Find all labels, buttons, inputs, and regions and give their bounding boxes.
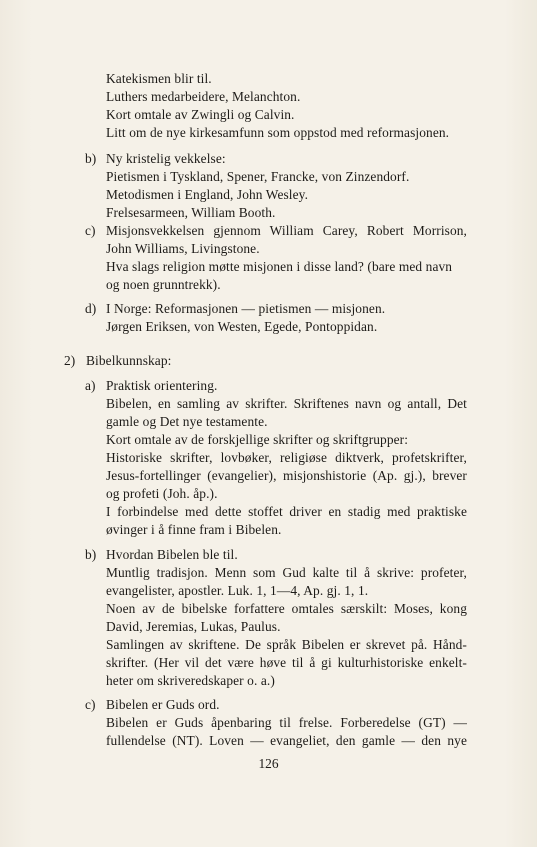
item-marker-a: a) — [85, 378, 96, 393]
text-line: Samlingen av skriftene. De språk Bibelen er skrevet på. Hånd- — [106, 637, 467, 652]
item-marker-c: c) — [85, 223, 96, 238]
text-line: Katekismen blir til. — [106, 71, 212, 86]
text-line: Frelsesarmeen, William Booth. — [106, 205, 276, 220]
item-marker-d: d) — [85, 301, 97, 316]
item-heading: Misjonsvekkelsen gjennom William Carey, Robert Morrison, — [106, 223, 467, 238]
text-line: Jørgen Eriksen, von Westen, Egede, Pontoppidan. — [106, 319, 378, 334]
text-line: Historiske skrifter, lovbøker, religiøse diktverk, profetskrifter, — [106, 450, 467, 465]
text-line: David, Jeremias, Lukas, Paulus. — [106, 619, 281, 634]
text-line: Noen av de bibelske forfattere omtales særskilt: Moses, kong — [106, 601, 467, 616]
text-line: Luthers medarbeidere, Melanchton. — [106, 89, 301, 104]
text-line: og profeti (Joh. åp.). — [106, 486, 218, 501]
section-marker-2: 2) — [64, 353, 76, 368]
text-line: Litt om de nye kirkesamfunn som oppstod med reformasjonen. — [106, 125, 450, 140]
text-line: skrifter. (Her vil det være høve til å gi kulturhistoriske enkelt- — [106, 655, 467, 670]
text-line: fullendelse (NT). Loven — evangeliet, den gamle — den nye — [106, 733, 467, 748]
item-heading: Praktisk orientering. — [106, 378, 218, 393]
text-line: øvinger i å finne fram i Bibelen. — [106, 522, 282, 537]
text-line: Hva slags religion møtte misjonen i disse land? (bare med navn — [106, 259, 453, 274]
text-line: Kort omtale av Zwingli og Calvin. — [106, 107, 295, 122]
item-marker-b: b) — [85, 151, 97, 166]
text-line: Muntlig tradisjon. Menn som Gud kalte til å skrive: profeter, — [106, 565, 467, 580]
item-heading: Bibelen er Guds ord. — [106, 697, 220, 712]
text-line: Bibelen er Guds åpenbaring til frelse. Forberedelse (GT) — — [106, 715, 467, 730]
item-marker-c: c) — [85, 697, 96, 712]
text-line: Pietismen i Tyskland, Spener, Francke, von Zinzendorf. — [106, 169, 410, 184]
text-line: Metodismen i England, John Wesley. — [106, 187, 309, 202]
text-line: heter om skriveredskaper o. a.) — [106, 673, 275, 688]
text-line: gamle og Det nye testamente. — [106, 414, 268, 429]
text-line: evangelister, apostler. Luk. 1, 1—4, Ap. gj. 1, 1. — [106, 583, 369, 598]
page-number: 126 — [258, 756, 279, 771]
item-marker-b: b) — [85, 547, 97, 562]
text-line: og noen grunntrekk). — [106, 277, 221, 292]
section-title: Bibelkunnskap: — [86, 353, 172, 368]
text-line: Bibelen, en samling av skrifter. Skriftenes navn og antall, Det — [106, 396, 467, 411]
text-line: Kort omtale av de forskjellige skrifter og skriftgrupper: — [106, 432, 409, 447]
item-heading: Hvordan Bibelen ble til. — [106, 547, 238, 562]
item-heading: I Norge: Reformasjonen — pietismen — misjonen. — [106, 301, 386, 316]
item-heading: Ny kristelig vekkelse: — [106, 151, 226, 166]
text-line: John Williams, Livingstone. — [106, 241, 260, 256]
text-line: I forbindelse med dette stoffet driver en stadig med praktiske — [106, 504, 467, 519]
text-line: Jesus-fortellinger (evangelier), misjonshistorie (Ap. gj.), brever — [106, 468, 467, 483]
